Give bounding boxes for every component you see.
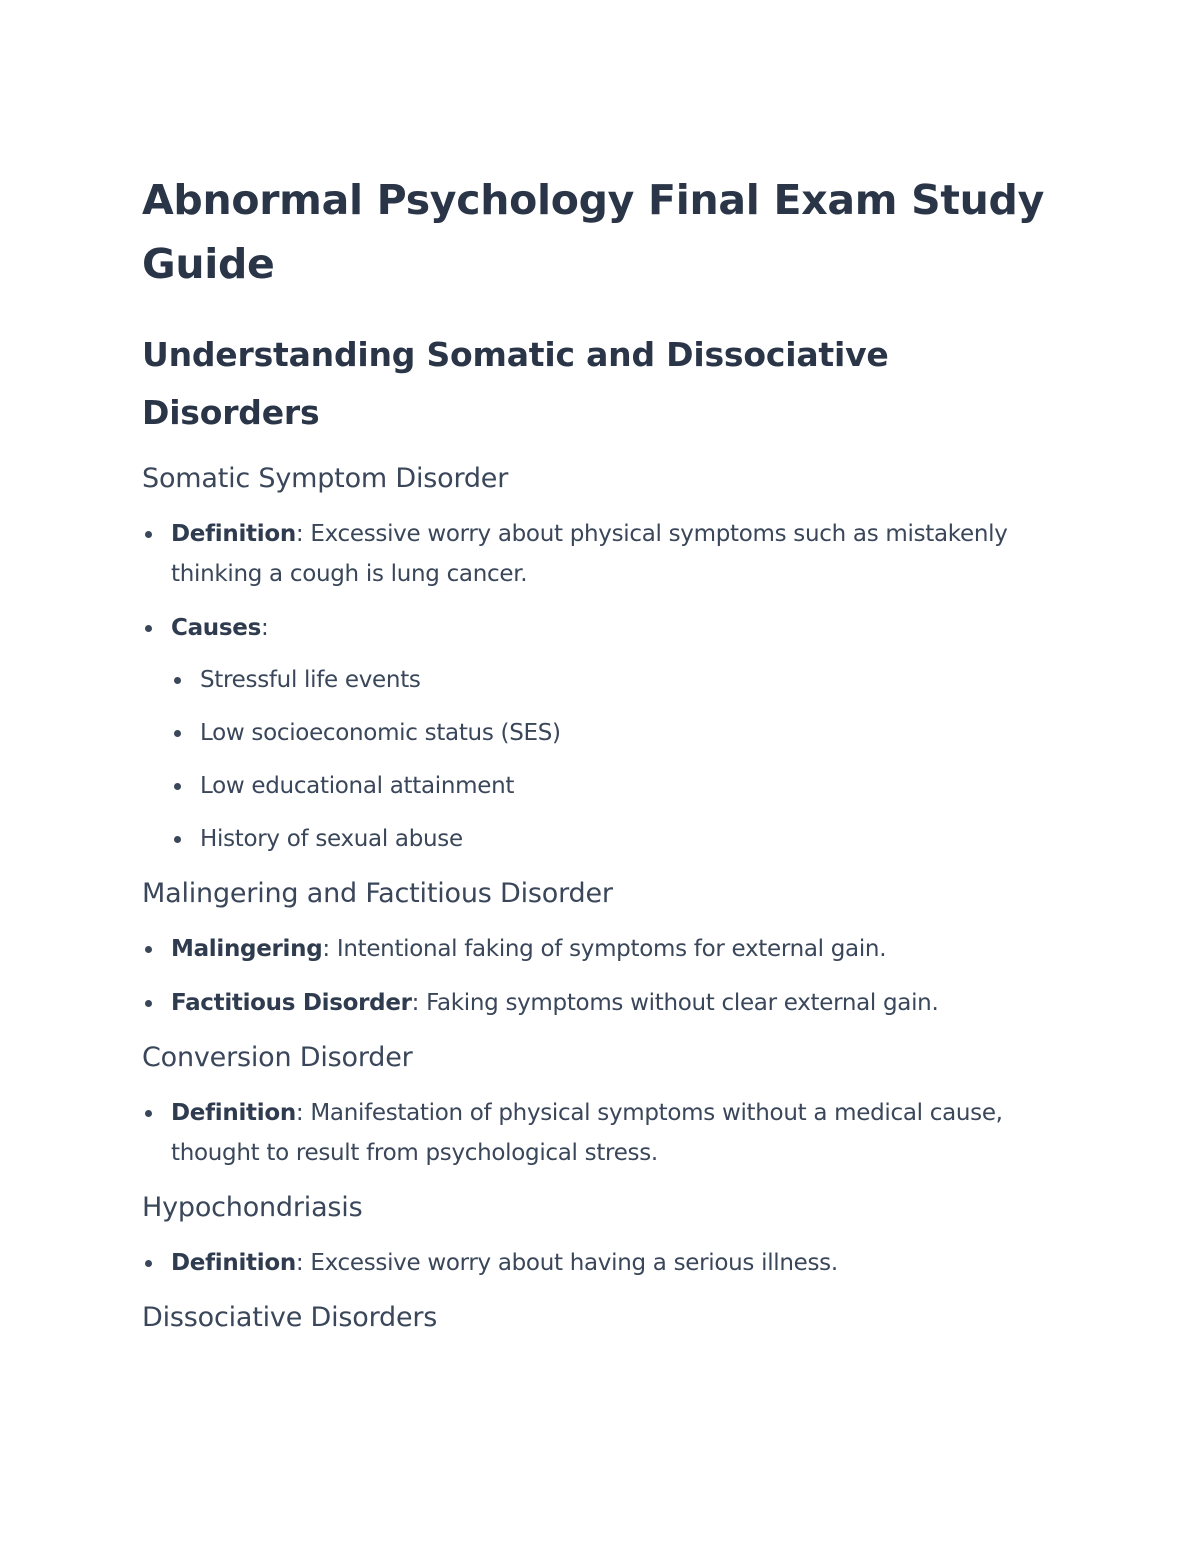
hypochondriasis-heading: Hypochondriasis: [142, 1192, 363, 1223]
document-title: Abnormal Psychology Final Exam Study Guide: [142, 176, 1045, 288]
conversion-heading: Conversion Disorder: [142, 1042, 413, 1073]
factitious-term: Factitious Disorder: [171, 990, 412, 1016]
malingering-heading: Malingering and Factitious Disorder: [142, 878, 613, 909]
factitious-text: : Faking symptoms without clear external gain.: [411, 990, 939, 1016]
malingering-list: [142, 929, 1058, 1023]
definition-text: : Excessive worry about having a serious illness.: [295, 1250, 838, 1276]
definition-text: : Excessive worry about physical symptoms such as mistakenly thinking a cough is lung cancer.: [171, 521, 1008, 587]
cause-item: Low educational attainment: [171, 766, 1058, 806]
definition-term: Definition: [171, 1250, 296, 1276]
section-heading: Understanding Somatic and Dissociative Disorders: [142, 335, 889, 432]
cause-item: History of sexual abuse: [171, 819, 1058, 859]
definition-term: Definition: [171, 1100, 296, 1126]
conversion-list: [142, 1093, 1058, 1173]
cause-item: Stressful life events: [171, 660, 1058, 700]
causes-list: [171, 660, 1058, 859]
malingering-term: Malingering: [171, 936, 323, 962]
factitious-item: [142, 983, 1058, 1023]
definition-term: Definition: [171, 521, 296, 547]
somatic-symptom-list: [142, 514, 1058, 859]
causes-term: Causes: [171, 615, 261, 641]
somatic-causes-item: [142, 608, 1058, 859]
definition-text: : Manifestation of physical symptoms without a medical cause, thought to result from psychological stress.: [171, 1100, 1003, 1166]
malingering-text: : Intentional faking of symptoms for external gain.: [322, 936, 887, 962]
conversion-definition-item: [142, 1093, 1058, 1173]
malingering-item: [142, 929, 1058, 969]
hypochondriasis-definition-item: [142, 1243, 1058, 1283]
dissociative-heading: Dissociative Disorders: [142, 1302, 438, 1333]
cause-item: Low socioeconomic status (SES): [171, 713, 1058, 753]
causes-suffix: :: [260, 615, 269, 641]
somatic-definition-item: [142, 514, 1058, 594]
somatic-symptom-heading: Somatic Symptom Disorder: [142, 463, 509, 494]
hypochondriasis-list: [142, 1243, 1058, 1283]
